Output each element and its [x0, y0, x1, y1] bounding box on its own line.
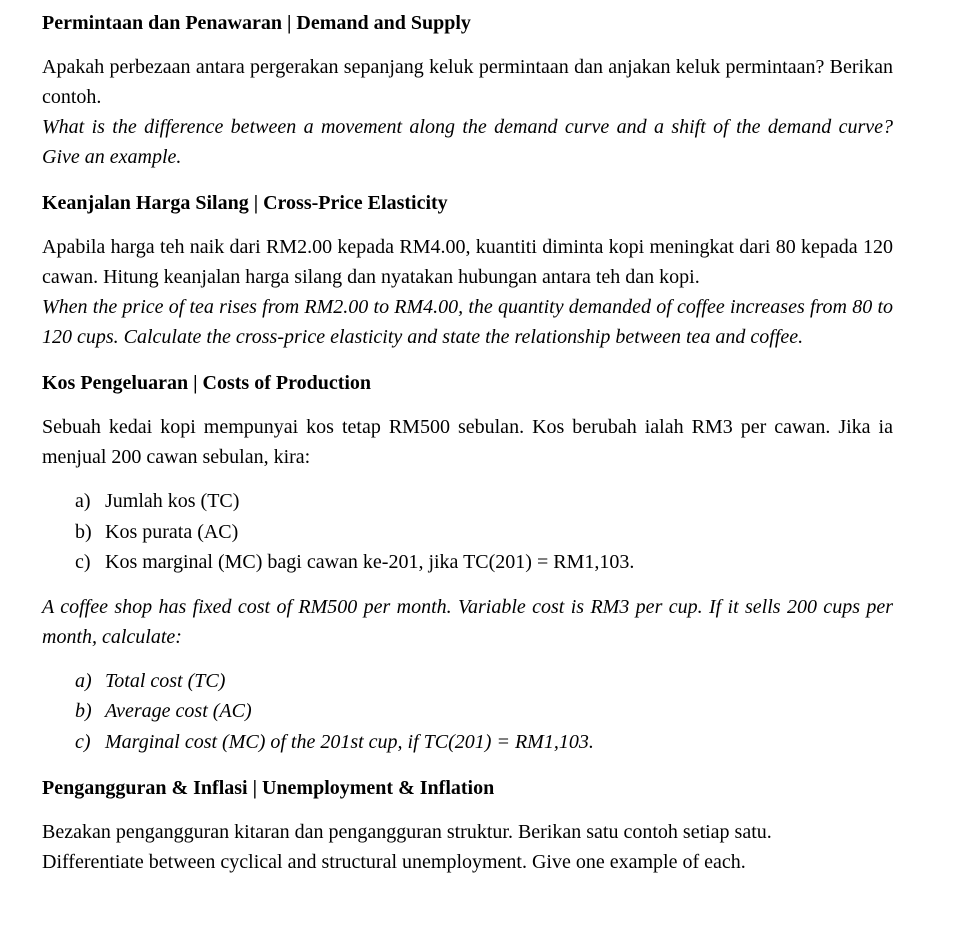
list-item-marker: c)	[75, 551, 91, 573]
list-item-text: Marginal cost (MC) of the 201st cup, if TC(201) = RM1,103.	[105, 730, 594, 753]
section-cross-price-elasticity	[42, 188, 893, 352]
question-block	[42, 412, 893, 472]
question-english: When the price of tea rises from RM2.00 to RM4.00, the quantity demanded of coffee increases from 80 to 120 cups. Calculate the cross-price elasticity and state the relationship between tea and coffee.	[42, 296, 893, 348]
question-block	[42, 817, 893, 877]
question-list-english	[42, 666, 893, 758]
question-malay: Bezakan pengangguran kitaran dan pengangguran struktur. Berikan satu contoh setiap satu.	[42, 821, 772, 843]
question-malay: Apakah perbezaan antara pergerakan sepanjang keluk permintaan dan anjakan keluk permintaan? Berikan contoh.	[42, 56, 893, 108]
list-item-marker: a)	[75, 669, 92, 692]
list-item	[42, 547, 893, 578]
question-malay: Sebuah kedai kopi mempunyai kos tetap RM500 sebulan. Kos berubah ialah RM3 per cawan. Jika ia menjual 200 cawan sebulan, kira:	[42, 416, 893, 468]
list-item-text: Kos purata (AC)	[105, 520, 239, 543]
list-item	[42, 517, 893, 548]
section-demand-supply	[42, 8, 893, 172]
list-item	[42, 727, 893, 758]
question-block	[42, 232, 893, 352]
list-item-text: Jumlah kos (TC)	[105, 490, 240, 512]
list-item	[42, 486, 893, 517]
list-item-text: Average cost (AC)	[105, 700, 252, 722]
list-item	[42, 666, 893, 697]
question-english: Differentiate between cyclical and structural unemployment. Give one example of each.	[42, 851, 746, 873]
question-block	[42, 592, 893, 652]
section-heading: Keanjalan Harga Silang | Cross-Price Elasticity	[42, 192, 448, 214]
list-item-marker: c)	[75, 730, 91, 753]
question-malay: Apabila harga teh naik dari RM2.00 kepada RM4.00, kuantiti diminta kopi meningkat dari 80 kepada 120 cawan. Hitung keanjalan harga silang dan nyatakan hubungan antara teh dan kopi.	[42, 236, 893, 288]
section-heading: Kos Pengeluaran | Costs of Production	[42, 372, 372, 394]
question-list-malay	[42, 486, 893, 578]
list-item-text: Kos marginal (MC) bagi cawan ke-201, jika TC(201) = RM1,103.	[105, 551, 635, 573]
list-item-marker: a)	[75, 490, 91, 512]
section-costs-of-production	[42, 368, 893, 757]
section-heading: Pengangguran & Inflasi | Unemployment & Inflation	[42, 777, 495, 799]
question-block	[42, 52, 893, 172]
question-english: What is the difference between a movement along the demand curve and a shift of the demand curve? Give an example.	[42, 116, 893, 168]
section-heading: Permintaan dan Penawaran | Demand and Supply	[42, 12, 471, 34]
list-item-text: Total cost (TC)	[105, 669, 226, 692]
section-unemployment-inflation	[42, 773, 893, 877]
question-english: A coffee shop has fixed cost of RM500 per month. Variable cost is RM3 per cup. If it sells 200 cups per month, calculate:	[42, 595, 893, 648]
list-item-marker: b)	[75, 700, 92, 722]
list-item	[42, 696, 893, 727]
list-item-marker: b)	[75, 520, 92, 543]
